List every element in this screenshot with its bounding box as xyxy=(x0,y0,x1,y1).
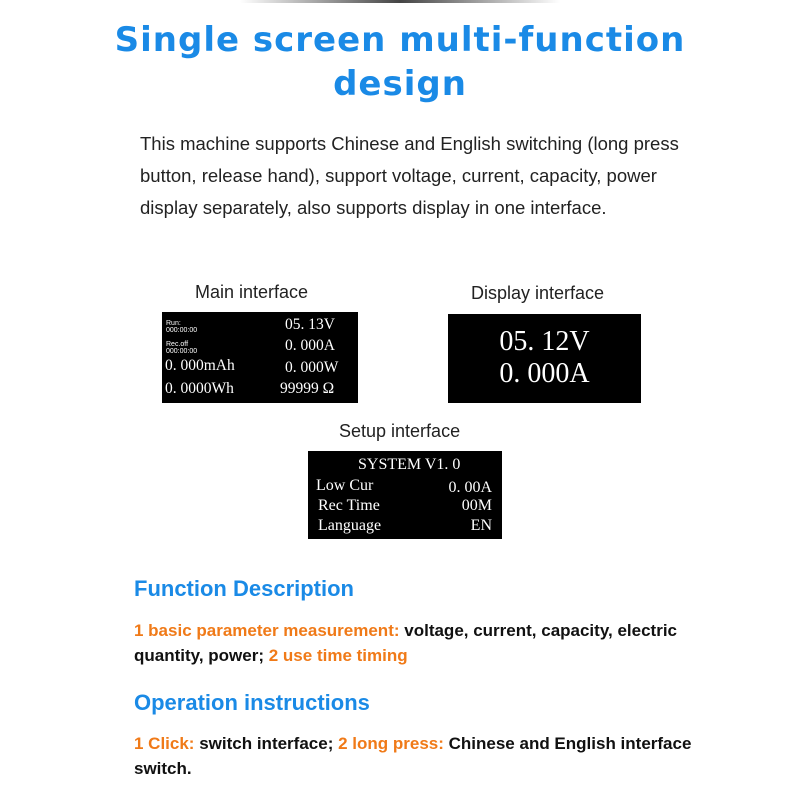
setup-header: SYSTEM V1. 0 xyxy=(358,456,461,473)
setup-row-value: 00M xyxy=(461,497,492,514)
rec-time: 000:00:00 xyxy=(166,348,198,355)
operation-item2-label: 2 long press: xyxy=(338,734,444,753)
function-item1-label: 1 basic parameter measurement: xyxy=(134,621,400,640)
page-title-line2: design xyxy=(333,64,467,104)
operation-item2-text: Chinese and English interface switch. xyxy=(134,734,692,778)
setup-row-value: 0. 00A xyxy=(448,479,492,496)
page-title-line1: Single screen multi-function xyxy=(114,20,686,60)
display-voltage: 05. 12V xyxy=(499,326,590,357)
top-divider-line xyxy=(240,0,560,3)
operation-instructions-heading: Operation instructions xyxy=(134,690,370,715)
setup-row-name: Language xyxy=(318,517,382,534)
intro-paragraph: This machine supports Chinese and English switching (long press button, release hand), support voltage, current, capacity, power display separately, also supports display in one interface. xyxy=(140,133,679,218)
main-capacity: 0. 000mAh xyxy=(165,357,235,374)
main-interface-label: Main interface xyxy=(195,282,309,302)
display-interface-screen xyxy=(448,314,641,403)
operation-item1-text: switch interface; xyxy=(194,734,339,753)
main-current: 0. 000A xyxy=(285,337,335,354)
operation-instructions-text xyxy=(134,731,734,781)
function-description-text xyxy=(134,618,734,668)
main-voltage: 05. 13V xyxy=(285,316,335,333)
operation-item1-label: 1 Click: xyxy=(134,734,195,753)
main-interface-screen xyxy=(162,312,358,403)
setup-row-value: EN xyxy=(470,517,492,534)
function-description-heading: Function Description xyxy=(134,576,354,601)
run-time: 000:00:00 xyxy=(166,327,198,334)
main-power: 0. 000W xyxy=(285,359,339,376)
main-resistance: 99999 Ω xyxy=(280,380,335,397)
setup-interface-label: Setup interface xyxy=(339,421,461,441)
setup-interface-screen xyxy=(308,451,502,539)
display-current: 0. 000A xyxy=(499,358,590,389)
setup-row-name: Low Cur xyxy=(316,477,374,494)
setup-row-name: Rec Time xyxy=(318,497,380,514)
function-item2-label: 2 use time timing xyxy=(268,646,408,665)
rec-label: Rec.off xyxy=(166,341,189,348)
main-energy: 0. 0000Wh xyxy=(165,380,234,397)
run-label: Run: xyxy=(166,320,181,327)
function-item1-text: voltage, current, capacity, electric quantity, power; xyxy=(134,621,678,665)
display-interface-label: Display interface xyxy=(471,283,605,303)
